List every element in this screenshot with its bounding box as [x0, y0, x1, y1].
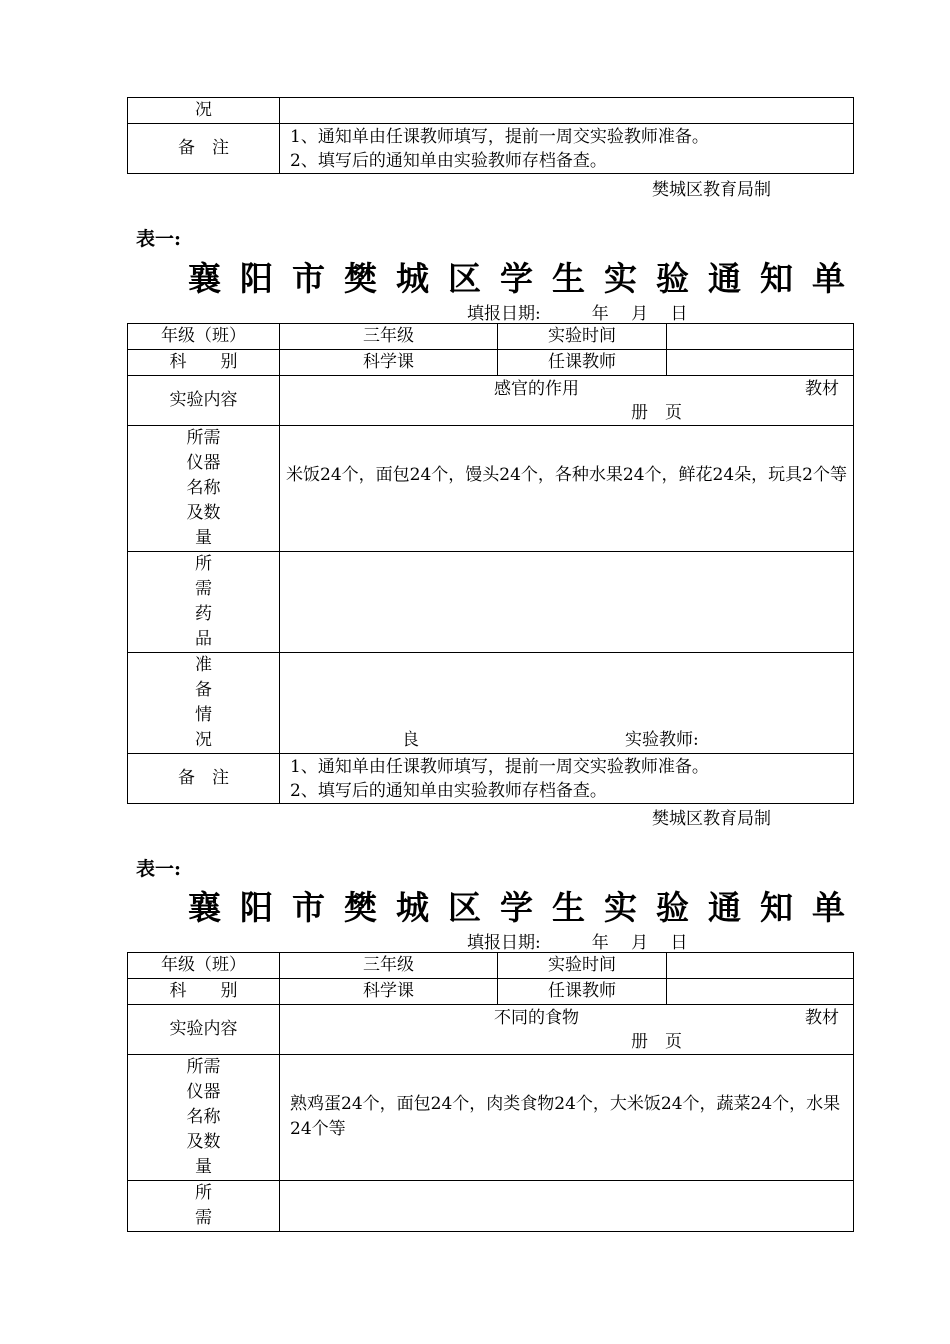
content-label: 实验内容: [128, 376, 280, 426]
content-cell: [280, 376, 854, 426]
time-value: [667, 953, 854, 979]
form-fragment-top: [127, 97, 854, 174]
subject-label: 科 别: [128, 350, 280, 376]
content-cell: [280, 1005, 854, 1055]
equipment-label-line: 所需: [186, 1057, 221, 1077]
time-label: 实验时间: [498, 324, 667, 350]
page-title: 襄阳市樊城区学生实验通知单: [188, 888, 864, 927]
teacher-label: 任课教师: [498, 350, 667, 376]
equipment-label: [128, 426, 280, 552]
time-value: [667, 324, 854, 350]
drug-label-line: 需: [195, 579, 212, 599]
note-line-2: 2、填写后的通知单由实验教师存档备查。: [290, 150, 607, 171]
prep-value: [280, 653, 854, 754]
equipment-label-line: 量: [195, 1157, 212, 1177]
prep-label: [128, 653, 280, 754]
teacher-value: [667, 350, 854, 376]
content-pages: 册 页: [631, 402, 682, 423]
notes-cell: [280, 124, 854, 174]
content-topic: 感官的作用: [494, 378, 579, 399]
subject-value: 科学课: [280, 979, 498, 1005]
equipment-label-line: 名称: [186, 478, 221, 498]
subject-value: 科学课: [280, 350, 498, 376]
notes-label: 备 注: [128, 124, 280, 174]
grade-value: 三年级: [280, 324, 498, 350]
prep-value-tail: [280, 98, 854, 124]
prep-label-line: 备: [195, 680, 212, 700]
notice-form-2: [127, 952, 854, 1232]
content-topic: 不同的食物: [494, 1007, 579, 1028]
equipment-value: 熟鸡蛋24个，面包24个，肉类食物24个，大米饭24个，蔬菜24个，水果24个等: [280, 1055, 854, 1181]
teacher-label: 任课教师: [498, 979, 667, 1005]
prep-label-line: 况: [195, 730, 212, 750]
note-line-1: 1、通知单由任课教师填写，提前一周交实验教师准备。: [290, 126, 709, 147]
equipment-label: [128, 1055, 280, 1181]
drug-label: [128, 552, 280, 653]
prep-grade: 良: [402, 730, 419, 750]
prep-label-tail: 况: [128, 98, 280, 124]
notes-cell: [280, 754, 854, 804]
drug-value: [280, 552, 854, 653]
equipment-label-line: 量: [195, 528, 212, 548]
content-label: 实验内容: [128, 1005, 280, 1055]
equipment-label-line: 仪器: [186, 1082, 221, 1102]
drug-label-line: 需: [195, 1208, 212, 1228]
date-line: 填报日期: 年 月 日: [467, 304, 688, 324]
issuer-footer: 樊城区教育局制: [652, 180, 771, 200]
equipment-label-line: 及数: [186, 1132, 221, 1152]
equipment-label-line: 仪器: [186, 453, 221, 473]
subject-label: 科 别: [128, 979, 280, 1005]
date-line: 填报日期: 年 月 日: [467, 933, 688, 953]
prep-teacher-label: 实验教师:: [625, 730, 699, 750]
drug-value: [280, 1181, 854, 1232]
content-pages: 册 页: [631, 1031, 682, 1052]
notes-label: 备 注: [128, 754, 280, 804]
drug-label: [128, 1181, 280, 1232]
equipment-value: 米饭24个，面包24个，馒头24个，各种水果24个，鲜花24朵，玩具2个等: [280, 426, 854, 552]
time-label: 实验时间: [498, 953, 667, 979]
issuer-footer: 樊城区教育局制: [652, 809, 771, 829]
notice-form-1: [127, 323, 854, 804]
drug-label-line: 所: [195, 554, 212, 574]
drug-label-line: 品: [195, 629, 212, 649]
prep-label-line: 情: [195, 705, 212, 725]
drug-label-line: 所: [195, 1183, 212, 1203]
equipment-label-line: 名称: [186, 1107, 221, 1127]
table-label: 表一:: [136, 228, 182, 250]
content-textbook: 教材: [805, 1007, 839, 1028]
prep-label-line: 准: [195, 655, 212, 675]
table-label: 表一:: [136, 858, 182, 880]
teacher-value: [667, 979, 854, 1005]
page-title: 襄阳市樊城区学生实验通知单: [188, 259, 864, 298]
drug-label-line: 药: [195, 604, 212, 624]
content-textbook: 教材: [805, 378, 839, 399]
equipment-label-line: 及数: [186, 503, 221, 523]
note-line-1: 1、通知单由任课教师填写，提前一周交实验教师准备。: [290, 756, 709, 777]
grade-label: 年级（班）: [128, 953, 280, 979]
equipment-label-line: 所需: [186, 428, 221, 448]
note-line-2: 2、填写后的通知单由实验教师存档备查。: [290, 780, 607, 801]
grade-label: 年级（班）: [128, 324, 280, 350]
grade-value: 三年级: [280, 953, 498, 979]
